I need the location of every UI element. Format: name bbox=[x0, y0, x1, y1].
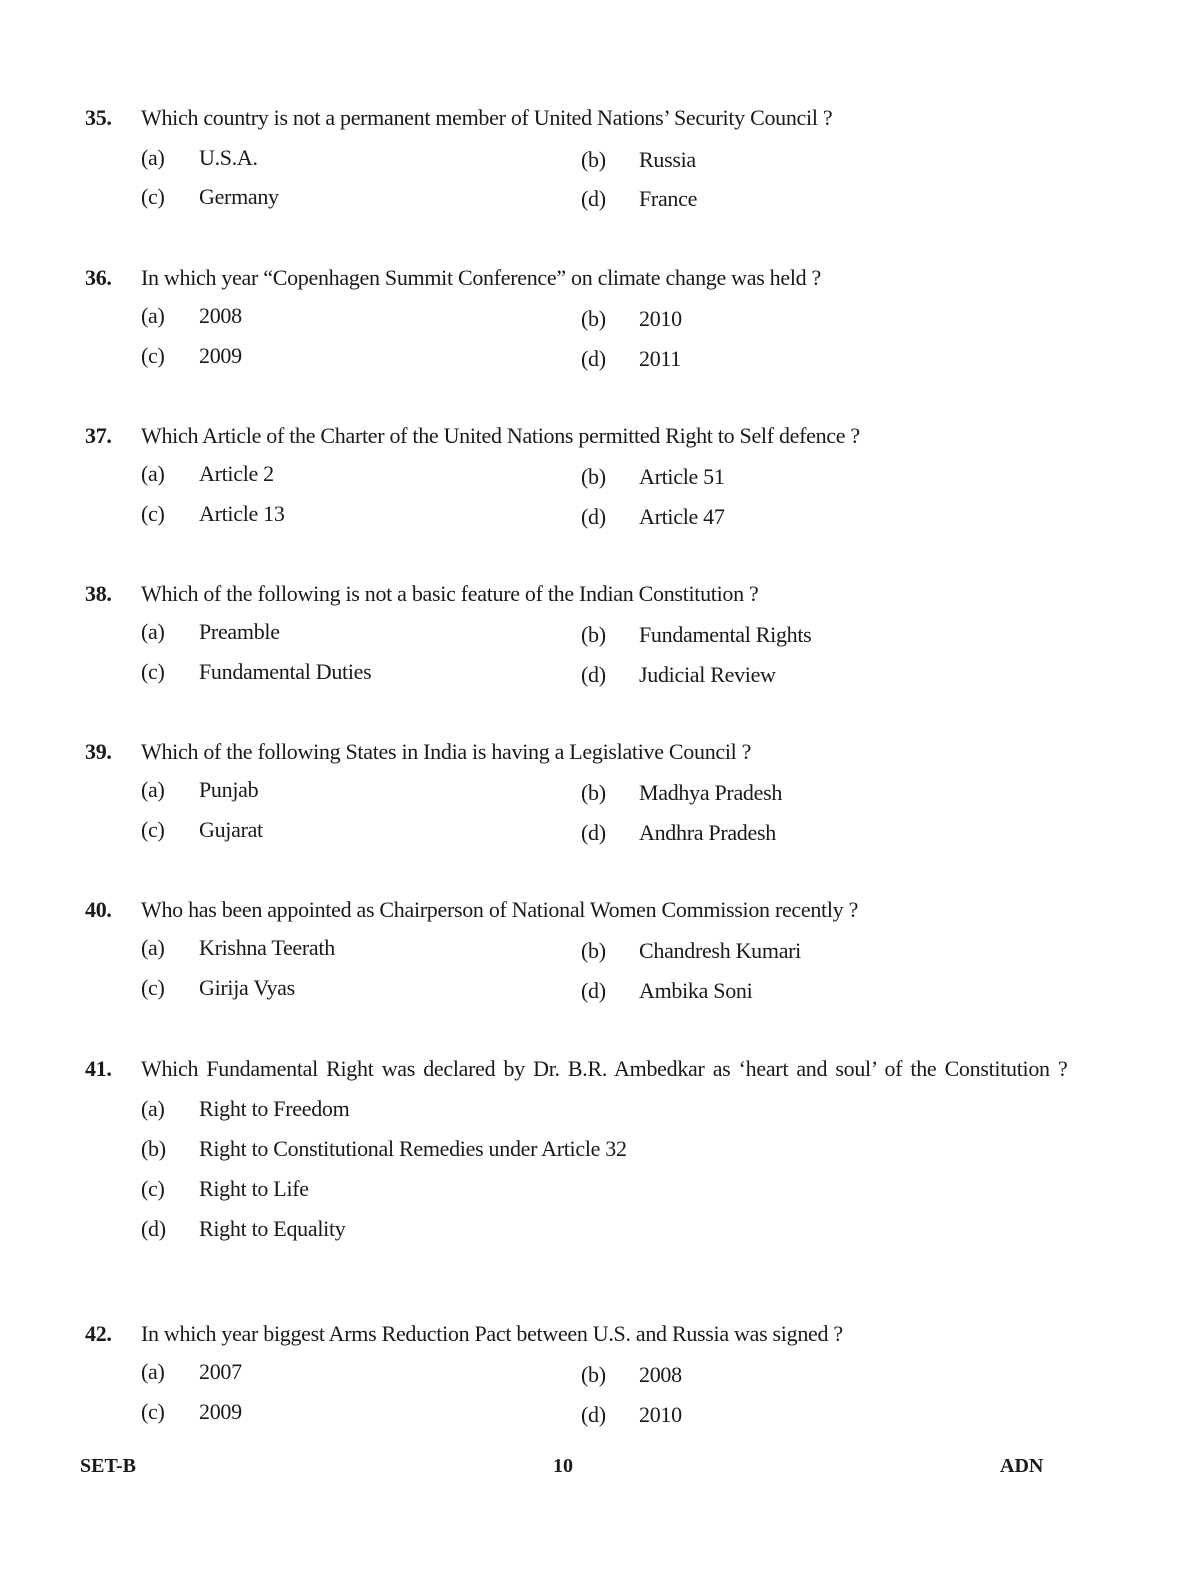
question-number: 38. bbox=[85, 581, 112, 606]
question-text: Which Fundamental Right was declared by Dr. B.R. Ambedkar as ‘heart and soul’ of the Constitution ? bbox=[141, 1056, 1068, 1081]
option-b: (b) 2008 bbox=[581, 1362, 682, 1387]
question-41 bbox=[85, 1055, 1075, 1243]
option-d: (d) Article 47 bbox=[581, 504, 725, 529]
question-text: In which year “Copenhagen Summit Conference” on climate change was held ? bbox=[141, 265, 822, 290]
question-number: 36. bbox=[85, 265, 112, 290]
question-text: Which of the following States in India is having a Legislative Council ? bbox=[141, 739, 752, 764]
option-b: (b) Right to Constitutional Remedies under Article 32 bbox=[141, 1136, 627, 1161]
option-c: (c) Article 13 bbox=[141, 501, 285, 526]
question-text: Which of the following is not a basic feature of the Indian Constitution ? bbox=[141, 581, 759, 606]
option-b: (b) Chandresh Kumari bbox=[581, 938, 801, 963]
option-a: (a) 2008 bbox=[141, 303, 242, 328]
option-d: (d) Judicial Review bbox=[581, 662, 776, 687]
option-b: (b) Article 51 bbox=[581, 464, 725, 489]
option-a: (a) Punjab bbox=[141, 777, 259, 802]
option-a: (a) U.S.A. bbox=[141, 145, 258, 170]
option-c: (c) Fundamental Duties bbox=[141, 659, 372, 684]
page-number: 10 bbox=[553, 1455, 573, 1477]
option-a: (a) Preamble bbox=[141, 619, 280, 644]
question-number: 42. bbox=[85, 1321, 112, 1346]
option-c: (c) 2009 bbox=[141, 1399, 242, 1424]
option-c: (c) 2009 bbox=[141, 343, 242, 368]
option-c: (c) Gujarat bbox=[141, 817, 263, 842]
question-text: Which Article of the Charter of the United Nations permitted Right to Self defence ? bbox=[141, 423, 860, 448]
option-c: (c) Right to Life bbox=[141, 1176, 309, 1201]
option-b: (b) 2010 bbox=[581, 306, 682, 331]
question-35 bbox=[85, 104, 1075, 212]
question-text: Who has been appointed as Chairperson of National Women Commission recently ? bbox=[141, 897, 859, 922]
option-a: (a) Krishna Teerath bbox=[141, 935, 335, 960]
option-c: (c) Germany bbox=[141, 184, 279, 209]
option-a: (a) Right to Freedom bbox=[141, 1096, 350, 1121]
option-d: (d) Ambika Soni bbox=[581, 978, 753, 1003]
footer-paper-code: ADN bbox=[1000, 1455, 1044, 1477]
question-number: 37. bbox=[85, 423, 112, 448]
question-42 bbox=[85, 1320, 1075, 1427]
option-a: (a) Article 2 bbox=[141, 461, 274, 486]
question-number: 41. bbox=[85, 1056, 112, 1081]
option-b: (b) Fundamental Rights bbox=[581, 622, 812, 647]
question-number: 35. bbox=[85, 105, 112, 130]
footer-set-code: SET-B bbox=[80, 1455, 136, 1477]
question-39 bbox=[85, 738, 1075, 845]
question-number: 39. bbox=[85, 739, 112, 764]
question-36 bbox=[85, 264, 1075, 371]
option-d: (d) 2010 bbox=[581, 1402, 682, 1427]
option-b: (b) Russia bbox=[581, 147, 696, 172]
question-40 bbox=[85, 896, 1075, 1003]
question-text: In which year biggest Arms Reduction Pact between U.S. and Russia was signed ? bbox=[141, 1321, 843, 1346]
option-d: (d) France bbox=[581, 186, 698, 211]
option-b: (b) Madhya Pradesh bbox=[581, 780, 783, 805]
question-37 bbox=[85, 422, 1075, 529]
question-number: 40. bbox=[85, 897, 112, 922]
option-c: (c) Girija Vyas bbox=[141, 975, 295, 1000]
option-a: (a) 2007 bbox=[141, 1359, 242, 1384]
option-d: (d) Right to Equality bbox=[141, 1216, 346, 1241]
question-38 bbox=[85, 580, 1075, 687]
option-d: (d) 2011 bbox=[581, 346, 681, 371]
option-d: (d) Andhra Pradesh bbox=[581, 820, 776, 845]
question-text: Which country is not a permanent member of United Nations’ Security Council ? bbox=[141, 105, 833, 130]
